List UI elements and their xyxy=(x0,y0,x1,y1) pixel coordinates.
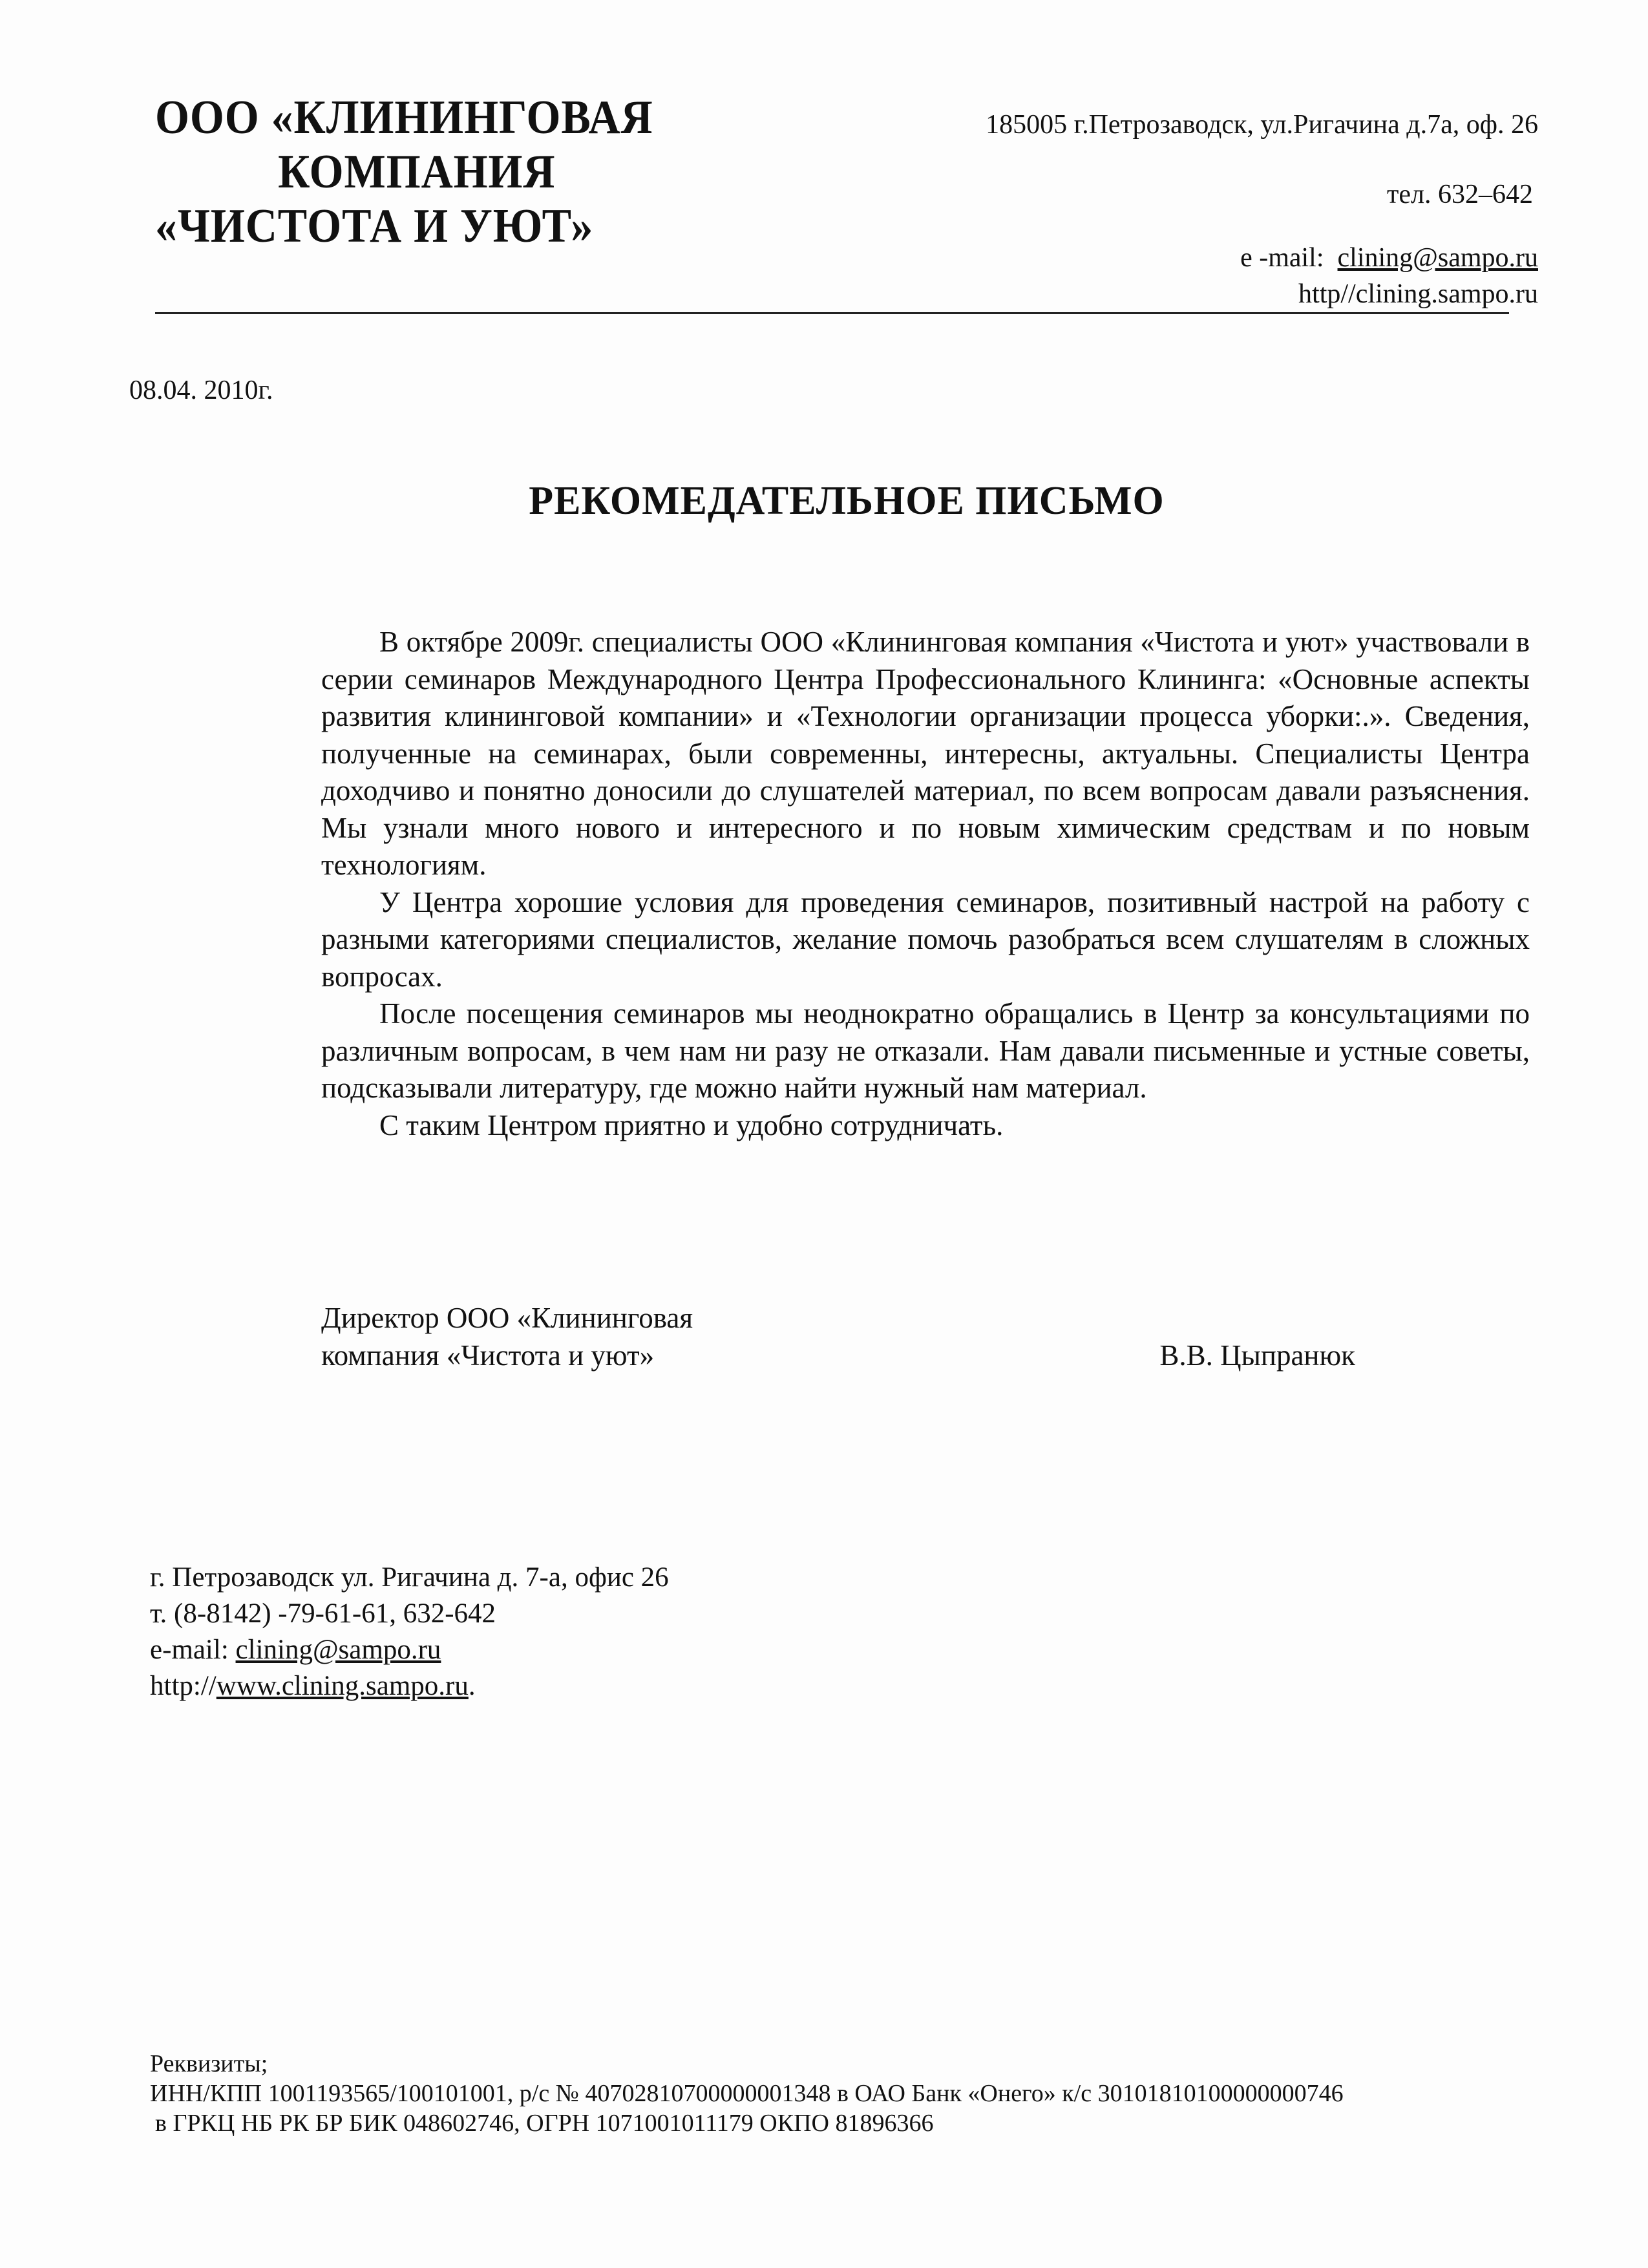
company-name-line: «ЧИСТОТА И УЮТ» xyxy=(155,200,594,253)
signature-block xyxy=(321,1299,1536,1374)
company-name-line: КОМПАНИЯ xyxy=(278,145,556,198)
signatory-position: компания «Чистота и уют» xyxy=(321,1339,655,1372)
footer-web-link[interactable]: www.clining.sampo.ru xyxy=(216,1671,469,1701)
requisites-line: в ГРКЦ НБ РК БР БИК 048602746, ОГРН 1071001011179 ОКПО 81896366 xyxy=(155,2110,934,2137)
letterhead-email-line xyxy=(827,240,1538,276)
requisites-label: Реквизиты; xyxy=(150,2050,268,2077)
signatory-name: В.В. Цыпранюк xyxy=(1159,1339,1355,1372)
letterhead-contact xyxy=(827,107,1538,312)
footer-email-line xyxy=(150,1632,669,1668)
footer-email-link[interactable]: clining@sampo.ru xyxy=(235,1635,441,1665)
letterhead-divider xyxy=(155,312,1509,314)
body-paragraph: В октябре 2009г. специалисты ООО «Клининговая компания «Чистота и уют» участвовали в серии семинаров Международного Центра Профессионального Клининга: «Основные аспекты развития клининговой компании» и «Технологии организации процесса уборки:.». Сведения, полученные на семинарах, были современны, интересны, актуальны. Специалисты Центра доходчиво и понятно доносили до слушателей материал, по всем вопросам давали разъяснения. Мы узнали много нового и интересного и по новым химическим средствам и по новым технологиям. xyxy=(321,626,1530,881)
company-name xyxy=(155,90,679,253)
company-name-line: ООО «КЛИНИНГОВАЯ xyxy=(155,91,653,144)
footer-web-line xyxy=(150,1668,669,1704)
footer-address: г. Петрозаводск ул. Ригачина д. 7-а, офис 26 xyxy=(150,1562,669,1593)
letterhead-email-link[interactable]: clining@sampo.ru xyxy=(1337,243,1538,273)
document-title: РЕКОМЕДАТЕЛЬНОЕ ПИСЬМО xyxy=(529,479,1165,523)
email-label: e-mail: xyxy=(150,1635,236,1665)
footer-phone: т. (8-8142) -79-61-61, 632-642 xyxy=(150,1598,496,1629)
letterhead-website[interactable]: http//clining.sampo.ru xyxy=(1298,279,1538,309)
web-prefix: http:// xyxy=(150,1671,217,1701)
body-paragraph: У Центра хорошие условия для проведения семинаров, позитивный настрой на работу с разными категориями специалистов, желание помочь разобраться всем слушателям в сложных вопросах. xyxy=(321,885,1530,993)
signatory-position: Директор ООО «Клининговая xyxy=(321,1302,693,1334)
letter-date: 08.04. 2010г. xyxy=(129,376,273,405)
web-suffix: . xyxy=(468,1671,476,1701)
letterhead-phone: тел. 632–642 xyxy=(1387,180,1533,209)
requisites xyxy=(150,2049,1344,2138)
requisites-line: ИНН/КПП 1001193565/100101001, р/с № 40702810700000001348 в ОАО Банк «Онего» к/с 30101810100000000746 xyxy=(150,2080,1344,2107)
body-paragraph: После посещения семинаров мы неоднократно обращались в Центр за консультациями по различным вопросам, в чем нам ни разу не отказали. Нам давали письменные и устные советы, подсказывали литературу, где можно найти нужный нам материал. xyxy=(321,997,1530,1104)
body-paragraph: С таким Центром приятно и удобно сотрудничать. xyxy=(379,1108,1004,1141)
letterhead-address: 185005 г.Петрозаводск, ул.Ригачина д.7а, оф. 26 xyxy=(986,110,1538,140)
letter-body xyxy=(321,624,1530,1144)
email-label: e -mail: xyxy=(1240,243,1324,273)
footer-contact xyxy=(150,1560,669,1704)
